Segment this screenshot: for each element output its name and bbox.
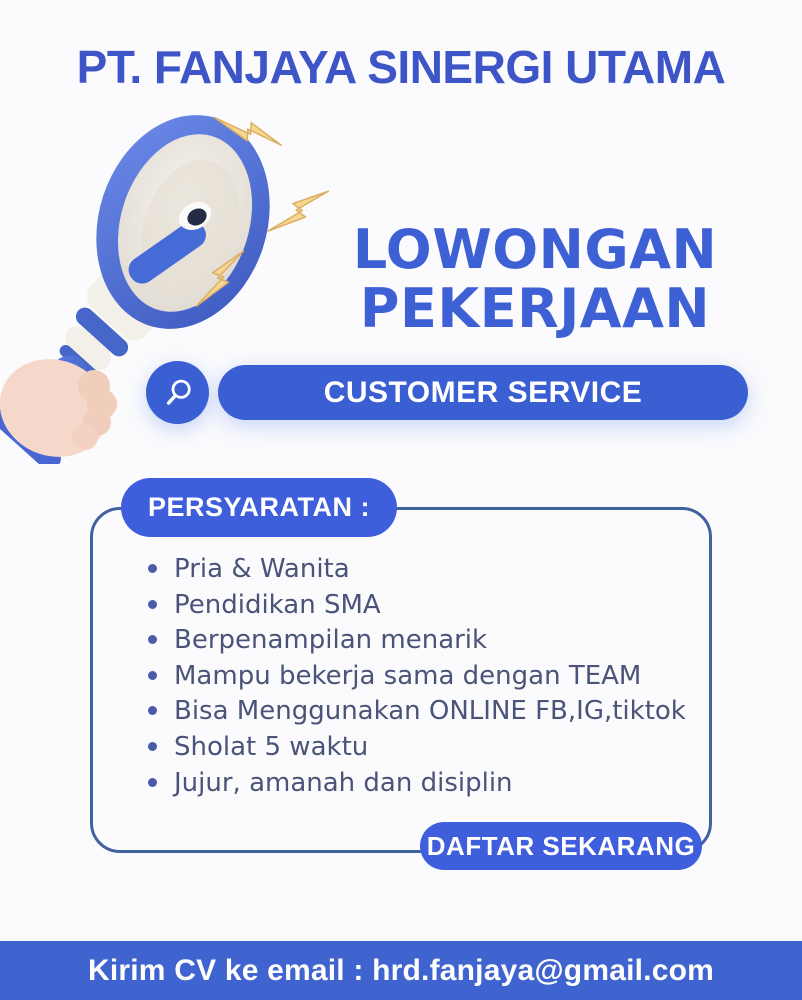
lightning-bolt-icon (268, 185, 329, 237)
footer-bar (0, 941, 802, 1000)
requirement-item: Bisa Menggunakan ONLINE FB,IG,tiktok (148, 694, 688, 730)
position-row (146, 361, 748, 424)
headline (345, 220, 725, 339)
headline-line2: PEKERJAAN (359, 277, 711, 341)
requirement-item: Jujur, amanah dan disiplin (148, 766, 688, 802)
requirements-list (148, 552, 688, 801)
position-badge: CUSTOMER SERVICE (218, 365, 748, 420)
requirements-title: PERSYARATAN : (121, 478, 397, 537)
headline-line1: LOWONGAN (352, 218, 718, 281)
requirement-item: Berpenampilan menarik (148, 623, 688, 659)
footer-text: Kirim CV ke email : hrd.fanjaya@gmail.com (88, 953, 714, 987)
requirement-item: Mampu bekerja sama dengan TEAM (148, 659, 688, 695)
requirement-item: Sholat 5 waktu (148, 730, 688, 766)
register-now-button[interactable]: DAFTAR SEKARANG (420, 822, 702, 870)
company-title: PT. FANJAYA SINERGI UTAMA (76, 41, 726, 93)
requirement-item: Pria & Wanita (148, 552, 688, 588)
search-icon (146, 361, 209, 424)
requirement-item: Pendidikan SMA (148, 588, 688, 624)
